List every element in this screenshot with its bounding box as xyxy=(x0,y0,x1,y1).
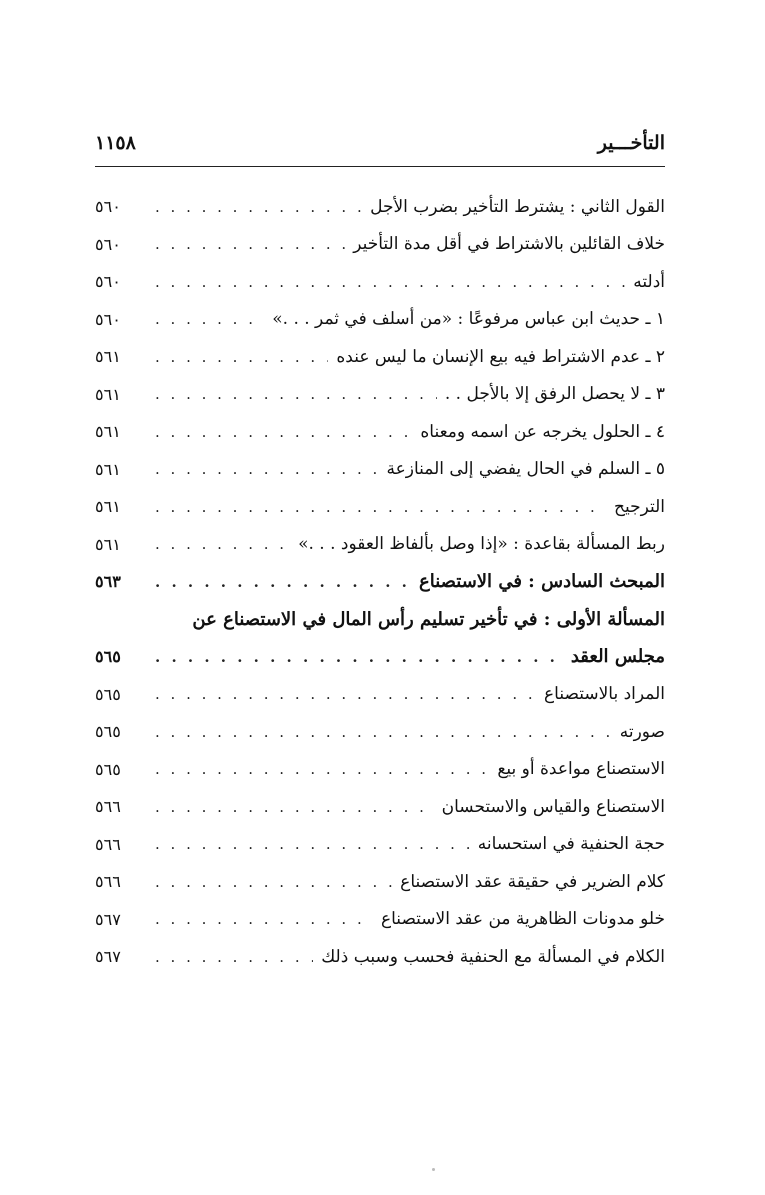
toc-entry xyxy=(95,826,665,864)
toc-entry-page: ٥٦١ xyxy=(95,347,121,367)
toc-entry xyxy=(95,376,665,414)
toc-dot-leader xyxy=(155,835,470,853)
toc-entry xyxy=(95,488,665,526)
toc-entry-title: الاستصناع مواعدة أو بيع xyxy=(497,759,665,780)
toc-dot-leader xyxy=(155,873,392,891)
toc-entry-page: ٥٦٦ xyxy=(95,797,121,817)
toc-entry xyxy=(95,338,665,376)
toc-entry-page: ٥٦٥ xyxy=(95,647,121,667)
toc-entry-page: ٥٦٦ xyxy=(95,834,121,854)
toc-entry-title: ٣ ـ لا يحصل الرفق إلا بالأجل . . xyxy=(444,384,665,405)
toc-dot-leader xyxy=(155,535,290,553)
running-header-page-number: ١١٥٨ xyxy=(95,132,136,154)
toc-entry xyxy=(95,938,665,976)
toc-entry-title: المراد بالاستصناع xyxy=(544,684,665,705)
toc-entry-title: الترجيح xyxy=(613,496,665,517)
toc-dot-leader xyxy=(155,573,411,591)
toc-section-heading xyxy=(95,563,665,601)
toc-dot-leader xyxy=(155,798,434,816)
toc-entry xyxy=(95,451,665,489)
toc-entry-page: ٥٦٦ xyxy=(95,872,121,892)
toc-entry-page: ٥٦٧ xyxy=(95,947,121,967)
toc-entry-page: ٥٦٥ xyxy=(95,722,121,742)
toc-entry xyxy=(95,226,665,264)
toc-entry-title: أدلته xyxy=(633,271,665,292)
toc-entry-page: ٥٦١ xyxy=(95,384,121,404)
toc-entry-page: ٥٦٧ xyxy=(95,909,121,929)
toc-entry-page: ٥٦٠ xyxy=(95,197,121,217)
toc-entry xyxy=(95,751,665,789)
toc-entry xyxy=(95,413,665,451)
toc-entry-title: الاستصناع والقياس والاستحسان xyxy=(441,796,665,817)
toc-entry-title: ١ ـ حديث ابن عباس مرفوعًا : «من أسلف في ثمر . . .» xyxy=(272,309,665,330)
toc-entry-page: ٥٦٥ xyxy=(95,684,121,704)
toc-dot-leader xyxy=(155,385,437,403)
toc-dot-leader xyxy=(155,198,362,216)
table-of-contents xyxy=(95,188,665,976)
toc-dot-leader xyxy=(155,723,612,741)
toc-entry xyxy=(95,901,665,939)
toc-dot-leader xyxy=(155,910,373,928)
toc-entry-page: ٥٦٥ xyxy=(95,759,121,779)
toc-dot-leader xyxy=(155,235,345,253)
toc-entry-page: ٥٦١ xyxy=(95,422,121,442)
toc-entry-page: ٥٦٣ xyxy=(95,572,121,592)
toc-subsection-heading xyxy=(95,601,665,639)
toc-entry-title: ربط المسألة بقاعدة : «إذا وصل بألفاظ العقود . . .» xyxy=(298,534,665,555)
toc-dot-leader xyxy=(155,423,412,441)
toc-entry-title: خلو مدونات الظاهرية من عقد الاستصناع xyxy=(380,909,665,930)
toc-entry-page: ٥٦١ xyxy=(95,497,121,517)
toc-entry-page: ٥٦١ xyxy=(95,534,121,554)
toc-dot-leader xyxy=(155,348,328,366)
toc-entry-page: ٥٦٠ xyxy=(95,309,121,329)
toc-entry xyxy=(95,788,665,826)
toc-entry-title: ٢ ـ عدم الاشتراط فيه بيع الإنسان ما ليس عنده xyxy=(336,346,665,367)
toc-dot-leader xyxy=(155,648,563,666)
page-speck xyxy=(432,1168,435,1171)
running-header-title: التأخـــير xyxy=(597,132,665,154)
header-rule xyxy=(95,166,665,167)
toc-dot-leader xyxy=(155,460,379,478)
toc-entry-title: ٥ ـ السلم في الحال يفضي إلى المنازعة xyxy=(386,459,665,480)
toc-entry-title: المسألة الأولى : في تأخير تسليم رأس المال في الاستصناع عن xyxy=(192,608,665,630)
running-header xyxy=(95,126,665,160)
toc-entry-title: القول الثاني : يشترط التأخير بضرب الأجل xyxy=(370,196,665,217)
toc-entry xyxy=(95,188,665,226)
toc-entry-title: حجة الحنفية في استحسانه xyxy=(477,834,665,855)
toc-entry-title: صورته xyxy=(619,721,665,742)
toc-entry xyxy=(95,713,665,751)
toc-entry-title: ٤ ـ الحلول يخرجه عن اسمه ومعناه xyxy=(420,421,665,442)
toc-entry-page: ٥٦٠ xyxy=(95,272,121,292)
toc-entry-title: خلاف القائلين بالاشتراط في أقل مدة التأخير xyxy=(353,234,665,255)
toc-entry xyxy=(95,263,665,301)
toc-entry-title: المبحث السادس : في الاستصناع xyxy=(419,571,665,593)
toc-entry xyxy=(95,676,665,714)
toc-entry xyxy=(95,863,665,901)
toc-dot-leader xyxy=(155,948,313,966)
toc-entry-page: ٥٦٠ xyxy=(95,234,121,254)
toc-entry-page: ٥٦١ xyxy=(95,459,121,479)
toc-entry-title: كلام الضرير في حقيقة عقد الاستصناع xyxy=(400,871,665,892)
toc-dot-leader xyxy=(155,685,536,703)
toc-dot-leader xyxy=(155,273,625,291)
toc-entry-title: الكلام في المسألة مع الحنفية فحسب وسبب ذلك xyxy=(321,946,665,967)
toc-entry xyxy=(95,301,665,339)
toc-subsection-heading-continued xyxy=(95,638,665,676)
toc-entry-title: مجلس العقد xyxy=(570,646,665,668)
toc-dot-leader xyxy=(155,760,489,778)
toc-dot-leader xyxy=(155,310,264,328)
toc-dot-leader xyxy=(155,498,606,516)
toc-entry xyxy=(95,526,665,564)
